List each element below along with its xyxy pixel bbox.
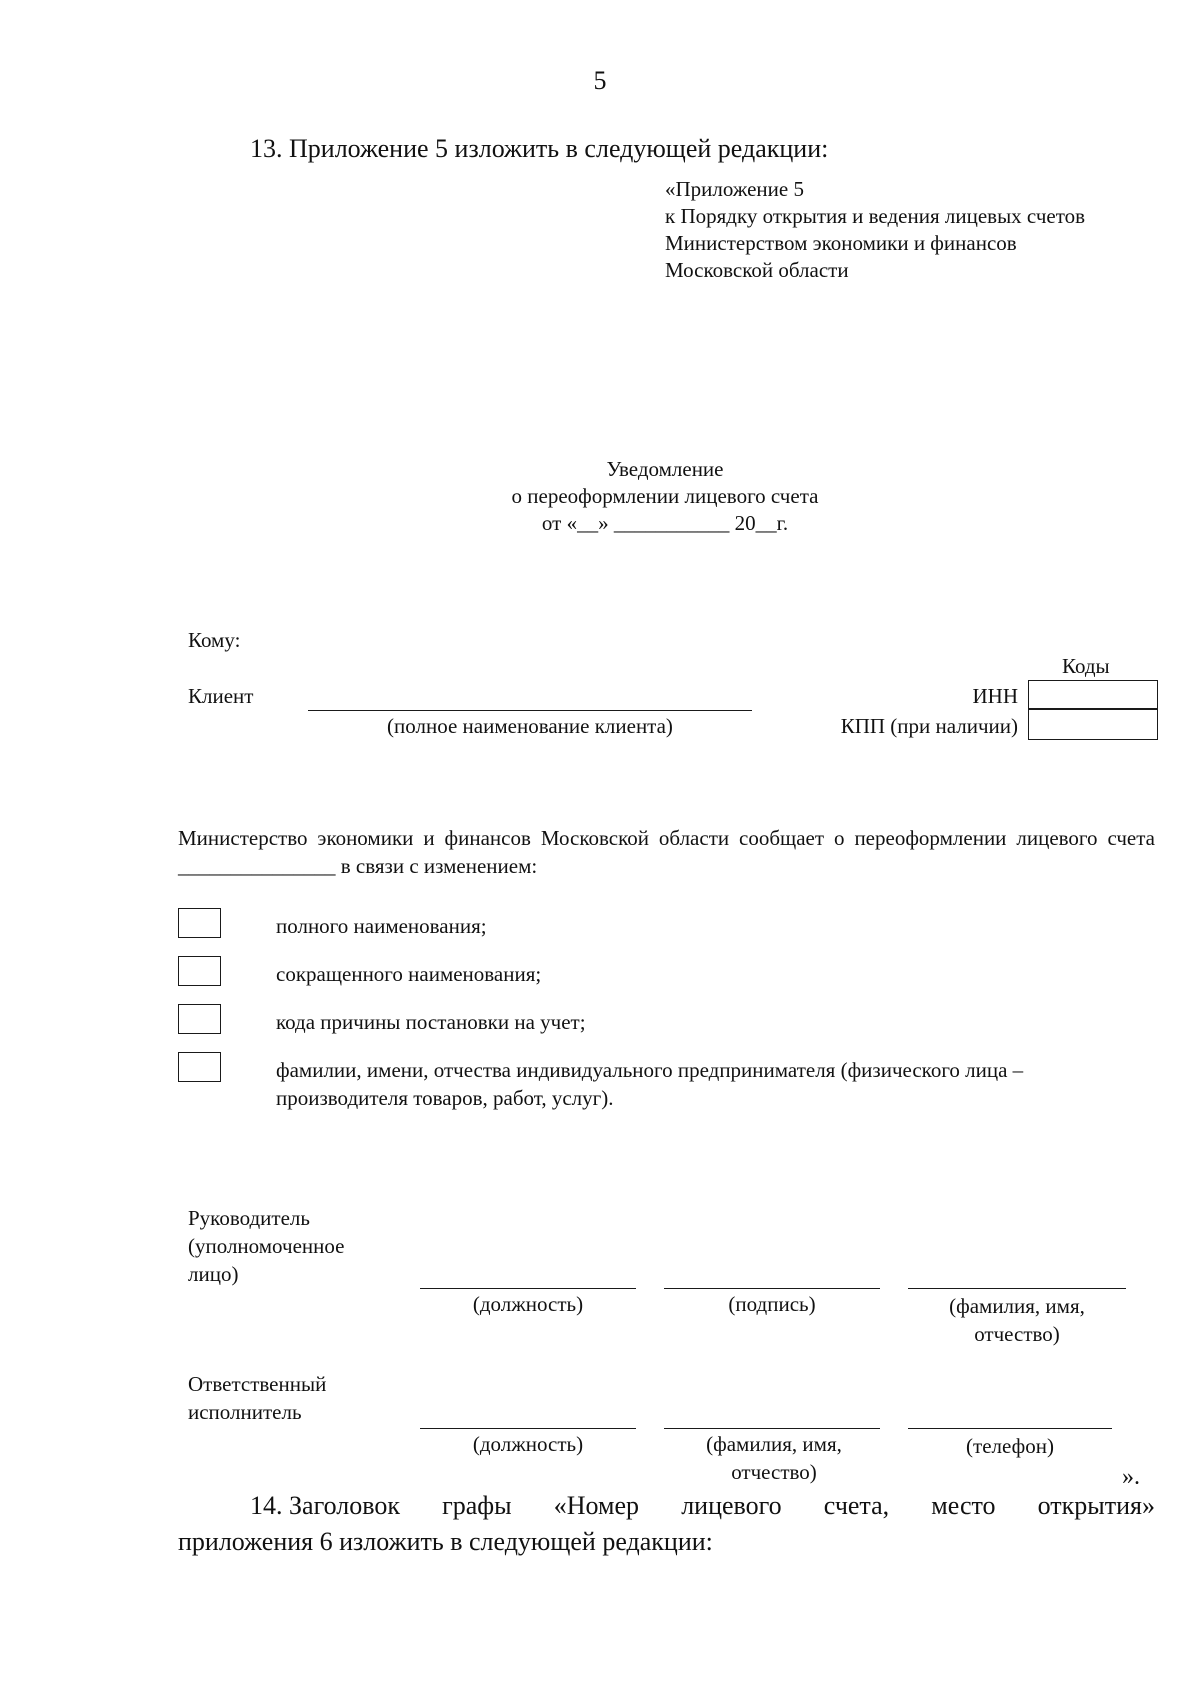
closing-quote: ». <box>1122 1464 1140 1490</box>
executor-position-line[interactable] <box>420 1428 636 1429</box>
appendix-header-line: «Приложение 5 <box>665 177 804 201</box>
item-14-second-line: приложения 6 изложить в следующей редакции: <box>178 1527 713 1556</box>
kpp-label: КПП (при наличии) <box>840 714 1018 738</box>
option-short-name: сокращенного наименования; <box>276 962 542 986</box>
appendix-header-line: Министерством экономики и финансов <box>665 231 1017 255</box>
executor-label: Ответственный исполнитель <box>188 1372 327 1424</box>
notice-title: Уведомление <box>606 457 724 481</box>
head-label: Руководитель (уполномоченное лицо) <box>188 1206 345 1286</box>
executor-fullname-line[interactable] <box>664 1428 880 1429</box>
client-label: Клиент <box>188 684 254 708</box>
notice-heading <box>0 456 1200 537</box>
inn-code-box[interactable] <box>1028 680 1158 710</box>
executor-phone-line[interactable] <box>908 1428 1112 1429</box>
head-position-caption: (должность) <box>472 1292 584 1316</box>
client-name-line[interactable] <box>308 710 752 711</box>
appendix-header-line: Московской области <box>665 258 849 282</box>
executor-fullname-caption: (фамилия, имя, отчество) <box>706 1432 842 1484</box>
option-checkbox[interactable] <box>178 908 221 938</box>
appendix-header <box>665 176 1085 284</box>
head-signature-line[interactable] <box>664 1288 880 1289</box>
head-fullname-line[interactable] <box>908 1288 1126 1289</box>
notification-body-text: Министерство экономики и финансов Московской области сообщает о переоформлении лицевого счета _______________ в связи с изменением: <box>178 826 1155 878</box>
item-14-word: лицевого <box>681 1491 782 1520</box>
option-checkbox[interactable] <box>178 956 221 986</box>
item-13-title: 13. Приложение 5 изложить в следующей редакции: <box>250 134 829 163</box>
kpp-code-box[interactable] <box>1028 708 1158 740</box>
codes-label: Коды <box>1062 654 1110 678</box>
appendix-header-line: к Порядку открытия и ведения лицевых счетов <box>665 204 1086 228</box>
inn-label: ИНН <box>972 684 1018 708</box>
to-label: Кому: <box>188 628 241 652</box>
item-14-word: счета, <box>823 1491 890 1520</box>
option-full-name: полного наименования; <box>276 914 487 938</box>
option-checkbox[interactable] <box>178 1052 221 1082</box>
option-entrepreneur-name: фамилии, имени, отчества индивидуального предпринимателя (физического лица – производителя товаров, работ, услуг). <box>276 1058 1024 1110</box>
page-number: 5 <box>593 66 607 95</box>
item-14-paragraph <box>178 1488 1155 1560</box>
item-14-word: открытия» <box>1037 1491 1155 1520</box>
notice-subtitle: о переоформлении лицевого счета <box>511 484 819 508</box>
item-14-word: графы <box>442 1491 512 1520</box>
option-checkbox[interactable] <box>178 1004 221 1034</box>
executor-phone-caption: (телефон) <box>966 1434 1054 1458</box>
item-14-word: 14. Заголовок <box>250 1491 400 1520</box>
item-14-word: «Номер <box>553 1491 640 1520</box>
head-signature-caption: (подпись) <box>728 1292 816 1316</box>
head-position-line[interactable] <box>420 1288 636 1289</box>
executor-position-caption: (должность) <box>472 1432 584 1456</box>
client-caption: (полное наименование клиента) <box>387 714 673 738</box>
item-14-word: место <box>931 1491 996 1520</box>
notice-date-line: от «__» ___________ 20__г. <box>541 511 789 535</box>
head-fullname-caption: (фамилия, имя, отчество) <box>949 1294 1085 1346</box>
option-kpp: кода причины постановки на учет; <box>276 1010 586 1034</box>
item-14-first-line <box>178 1488 1155 1524</box>
